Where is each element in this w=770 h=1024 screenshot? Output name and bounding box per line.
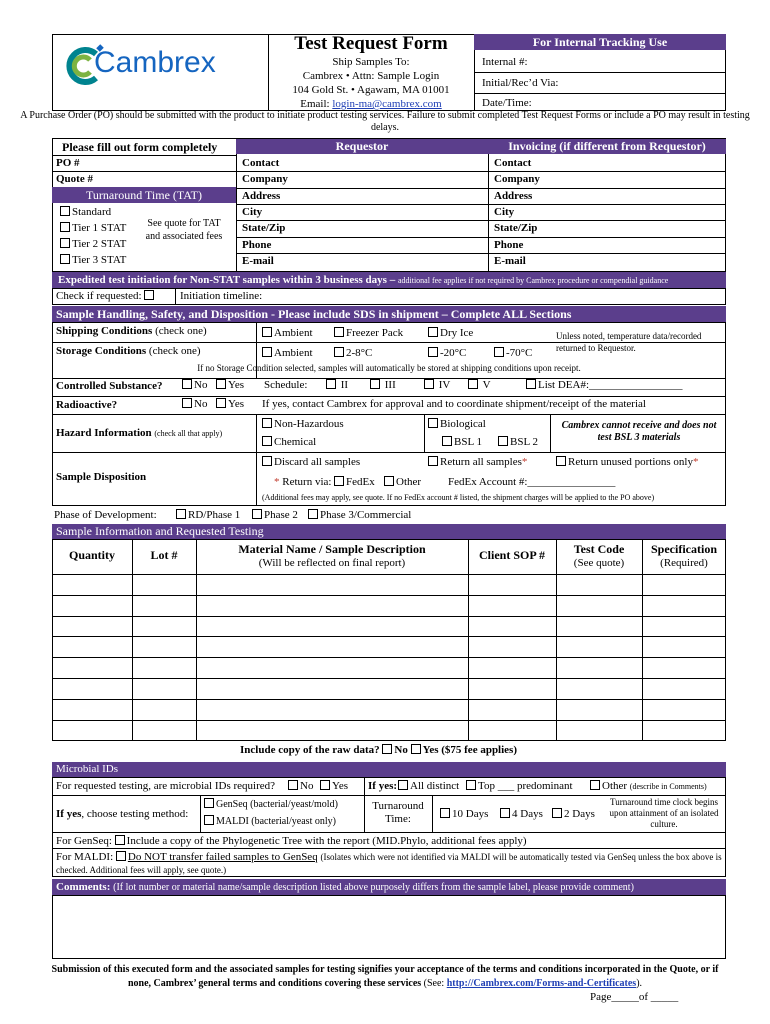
terms-link[interactable]: http://Cambrex.com/Forms-and-Certificates	[446, 978, 637, 989]
divider	[52, 848, 726, 849]
invoicing-contact-field[interactable]: Contact	[494, 157, 532, 169]
tat-tier-1[interactable]	[60, 222, 126, 234]
requestor-e-mail-field[interactable]: E-mail	[242, 254, 274, 267]
checkbox[interactable]	[398, 780, 408, 790]
divider	[432, 795, 433, 832]
hazard-bsl-2[interactable]	[498, 436, 538, 448]
tat-4-days[interactable]	[500, 808, 543, 820]
handling-hazard-label: Hazard Information	[56, 427, 152, 439]
checkbox[interactable]	[326, 379, 336, 389]
microbial-maldi-note: (Isolates which were not identified via MALDI will be automatically tested via GenSeq unless the box above is checked. Additional fees will apply, see quote.)	[56, 852, 722, 875]
microbial-options-0: All distinct	[410, 780, 460, 792]
handling-hazard-options-2: Biological	[440, 418, 486, 430]
handling-asterisk: *	[521, 456, 528, 468]
handling-shipping-options-1: Freezer Pack	[346, 327, 404, 339]
requestor-phone-field[interactable]: Phone	[242, 238, 272, 251]
phase-rd-1[interactable]	[176, 509, 240, 521]
checkbox[interactable]	[382, 744, 392, 754]
if-yes-label: If yes:	[368, 780, 398, 792]
disposition-return-all[interactable]	[428, 456, 527, 468]
internal-number-field[interactable]: Internal #:	[482, 56, 528, 68]
return-other[interactable]	[384, 476, 421, 488]
expedited-band	[52, 272, 726, 288]
list-dea-field[interactable]	[526, 379, 683, 391]
microbial-yes[interactable]	[320, 780, 348, 792]
microbial-days-2: 2 Days	[564, 808, 595, 820]
radioactive-label: Radioactive?	[56, 399, 118, 411]
checkbox[interactable]	[182, 398, 192, 408]
maldi-option[interactable]	[56, 851, 722, 877]
checkbox[interactable]	[442, 436, 452, 446]
expedited-note: additional fee applies if not required by Cambrex procedure or compendial guidance	[397, 276, 669, 285]
microbial-top-predominant[interactable]	[466, 780, 573, 792]
checkbox[interactable]	[60, 206, 70, 216]
radioactive-yes[interactable]	[216, 398, 244, 410]
checkbox[interactable]	[384, 476, 394, 486]
checkbox[interactable]	[216, 379, 226, 389]
tat-options-0: Standard	[72, 206, 112, 218]
checkbox[interactable]	[204, 798, 214, 808]
handling-hazard-options-3: BSL 1	[454, 436, 483, 448]
microbial-options-2: Other	[602, 780, 628, 792]
quote-number-field[interactable]: Quote #	[56, 173, 93, 185]
handling-disposition-options-2: Return unused portions only	[568, 456, 693, 468]
checkbox[interactable]	[526, 379, 536, 389]
handling-shipping-options-2: Dry Ice	[440, 327, 474, 339]
tracking-title: For Internal Tracking Use	[474, 34, 726, 50]
controlled-substance-label: Controlled Substance?	[56, 380, 163, 392]
requestor-address-field[interactable]: Address	[242, 189, 281, 202]
handling-shipping-label: Shipping Conditions	[56, 325, 153, 337]
comments-note: (If lot number or material name/sample description listed above purposely differs from the sample label, please provide comment)	[113, 882, 634, 893]
phase-options-2: Phase 3/Commercial	[320, 509, 412, 521]
checkbox[interactable]	[334, 327, 344, 337]
handling-hazard-sub: (check all that apply)	[154, 429, 223, 438]
invoicing-city-field[interactable]: City	[494, 205, 515, 218]
handling-title: Sample Handling, Safety, and Disposition - Please include SDS in shipment – Complete ALL Sections	[52, 306, 726, 322]
column-subheader: (Will be reflected on final report)	[258, 557, 406, 569]
po-number-field[interactable]: PO #	[56, 157, 80, 169]
expedited-check[interactable]	[56, 290, 156, 302]
microbial-no: No	[300, 780, 314, 792]
checkbox[interactable]	[262, 456, 272, 466]
handling-hazard-options-1: Chemical	[274, 436, 317, 448]
handling-storage-options-3: -70°C	[506, 347, 533, 359]
checkbox[interactable]	[308, 509, 318, 519]
invoicing-e-mail-field[interactable]: E-mail	[494, 254, 526, 267]
disposition-discard[interactable]	[262, 456, 360, 468]
checkbox[interactable]	[144, 290, 154, 300]
checkbox[interactable]	[216, 398, 226, 408]
schedule-v[interactable]	[468, 379, 491, 391]
email-line	[268, 98, 474, 110]
checkbox[interactable]	[60, 222, 70, 232]
checkbox[interactable]	[60, 238, 70, 248]
ship-ambient[interactable]	[262, 327, 313, 339]
checkbox[interactable]	[334, 476, 344, 486]
hazard-chemical[interactable]	[262, 436, 316, 448]
invoicing-phone-field[interactable]: Phone	[494, 238, 524, 251]
checkbox[interactable]	[370, 379, 380, 389]
checkbox[interactable]	[556, 456, 566, 466]
microbial-yes: Yes	[332, 780, 349, 792]
shipping-note: Unless noted, temperature data/recorded returned to Requestor.	[556, 331, 702, 353]
email-label: Email:	[300, 98, 330, 110]
checkbox[interactable]	[424, 379, 434, 389]
invoicing-address-field[interactable]: Address	[494, 189, 533, 202]
terms-statement	[40, 963, 730, 991]
table-row[interactable]	[52, 616, 726, 637]
microbial-title: Microbial IDs	[52, 762, 726, 777]
invoicing-title: Invoicing (if different from Requestor)	[488, 139, 726, 154]
microbial-maldi-text: Do NOT transfer failed samples to GenSeq	[127, 851, 318, 863]
tat-title: Turnaround Time (TAT)	[52, 187, 236, 203]
divider	[52, 795, 726, 796]
checkbox[interactable]	[60, 254, 70, 264]
address-line-2: 104 Gold St. • Agawam, MA 01001	[292, 84, 450, 96]
footer-text: Submission of this executed form and the associated samples for testing signifies your acceptance of the terms and conditions incorporated in the Quote, or if none, Cambrex’ general terms and conditions covering these services	[51, 964, 719, 989]
phase-options-1: Phase 2	[264, 509, 298, 521]
microbial-other-note: (describe in Comments)	[629, 782, 707, 791]
tracking-divider	[474, 93, 726, 94]
handling-yes: Yes	[228, 379, 245, 391]
divider	[424, 414, 425, 452]
checkbox[interactable]	[262, 436, 272, 446]
checkbox[interactable]	[428, 456, 438, 466]
address-line-1: Cambrex • Attn: Sample Login	[302, 70, 440, 82]
divider	[256, 414, 257, 506]
po-notice: A Purchase Order (PO) should be submitted with the product to initiate product testing services. Failure to submit completed Test Request Forms or include a PO may result in testing delays.	[20, 110, 750, 133]
storage-conditions-label	[56, 345, 201, 357]
footer-see: (See:	[423, 978, 445, 989]
table-row[interactable]	[52, 699, 726, 720]
divider	[364, 777, 365, 832]
tat-tier-3[interactable]	[60, 254, 126, 266]
requestor-contact-field[interactable]: Contact	[242, 157, 280, 169]
checkbox[interactable]	[428, 418, 438, 428]
disposition-return-unused[interactable]	[556, 456, 698, 468]
samples-raw-no: No	[394, 744, 408, 756]
handling-return-options-0: FedEx	[346, 476, 375, 488]
column-header: Lot #	[150, 548, 178, 562]
handling-disposition-options-1: Return all samples	[440, 456, 522, 468]
store-2-8c[interactable]	[334, 347, 372, 359]
handling-disposition-options-0: Discard all samples	[274, 456, 361, 468]
hazard-non-hazardous[interactable]	[262, 418, 344, 430]
checkbox[interactable]	[288, 780, 298, 790]
comments-title: Comments:	[56, 881, 111, 893]
schedule-label: Schedule:	[264, 379, 308, 391]
checkbox[interactable]	[428, 347, 438, 357]
table-row[interactable]	[52, 720, 726, 741]
microbial-genseq-label: For GenSeq:	[56, 835, 112, 847]
microbial-methods-1: MALDI (bacterial/yeast only)	[216, 816, 336, 827]
ship-to: Ship Samples To:	[332, 56, 410, 68]
checkbox[interactable]	[204, 815, 214, 825]
date-time-field[interactable]: Date/Time:	[482, 97, 532, 109]
handling-hazard-options-4: BSL 2	[510, 436, 539, 448]
bsl3-note: Cambrex cannot receive and does not test BSL 3 materials	[561, 420, 717, 443]
column-header: Material Name / Sample Description	[238, 542, 426, 556]
storage-note: If no Storage Condition selected, samples will automatically be stored at shipping conditions upon receipt.	[197, 363, 581, 373]
microbial-question: For requested testing, are microbial IDs required?	[56, 780, 276, 792]
divider	[175, 288, 176, 305]
handling-return-options-1: Other	[396, 476, 422, 488]
initiation-timeline-field[interactable]: Initiation timeline:	[180, 290, 263, 302]
ship-dry-ice[interactable]	[428, 327, 473, 339]
divider	[550, 414, 551, 452]
requestor-company-field[interactable]: Company	[242, 173, 288, 186]
handling-storage-options-2: -20°C	[440, 347, 467, 359]
checkbox[interactable]	[466, 780, 476, 790]
ship-freezer-pack[interactable]	[334, 327, 403, 339]
tat-options-3: Tier 3 STAT	[72, 254, 127, 266]
store-minus-20c[interactable]	[428, 347, 466, 359]
handling-asterisk: *	[274, 476, 280, 488]
divider	[52, 414, 726, 415]
store-ambient[interactable]	[262, 347, 313, 359]
table-row[interactable]	[52, 595, 726, 616]
return-fedex[interactable]	[334, 476, 375, 488]
microbial-options-1: Top ___ predominant	[478, 780, 573, 792]
microbial-all-distinct[interactable]	[398, 780, 459, 792]
checkbox[interactable]	[262, 327, 272, 337]
radioactive-no[interactable]	[182, 398, 207, 410]
checkbox[interactable]	[262, 347, 272, 357]
hazard-biological[interactable]	[428, 418, 486, 430]
column-header: Test Code	[573, 542, 625, 556]
method-genseq[interactable]	[204, 798, 338, 810]
divider	[52, 452, 726, 453]
divider	[200, 795, 201, 832]
microbial-other[interactable]	[590, 780, 707, 792]
table-row[interactable]	[52, 574, 726, 595]
checkbox[interactable]	[182, 379, 192, 389]
tat-10-days[interactable]	[440, 808, 488, 820]
table-row[interactable]	[52, 657, 726, 678]
brand-name: Cambrex	[94, 46, 216, 79]
return-via	[274, 476, 331, 488]
shipping-conditions-label	[56, 325, 207, 337]
genseq-option[interactable]	[56, 835, 527, 847]
page-number: Page_____of _____	[590, 991, 679, 1003]
handling-storage-options-1: 2-8°C	[346, 347, 373, 359]
checkbox[interactable]	[440, 808, 450, 818]
handling-schedules-2: IV	[438, 379, 451, 391]
checkbox[interactable]	[552, 808, 562, 818]
fedex-account-field[interactable]: FedEx Account #:________________	[448, 476, 616, 488]
testing-method-label	[56, 808, 188, 820]
schedule-iv[interactable]	[424, 379, 450, 391]
tracking-divider	[474, 72, 726, 73]
microbial-tat-note: Turnaround time clock begins upon attainment of an isolated culture.	[609, 797, 719, 829]
column-header: Specification	[651, 542, 717, 556]
samples-title: Sample Information and Requested Testing	[52, 524, 726, 539]
column-header: Client SOP #	[478, 548, 545, 562]
handling-check-one: (check one)	[155, 325, 207, 337]
checkbox[interactable]	[498, 436, 508, 446]
handling-shipping-options-0: Ambient	[274, 327, 313, 339]
samples-raw-data: Include copy of the raw data?	[240, 744, 380, 756]
checkbox[interactable]	[590, 780, 600, 790]
tat-2-days[interactable]	[552, 808, 595, 820]
turnaround-label: Turnaround Time:	[372, 800, 424, 825]
handling-schedules-0: II	[340, 379, 349, 391]
checkbox[interactable]	[115, 835, 125, 845]
tat-options-2: Tier 2 STAT	[72, 238, 127, 250]
expedited-check-label: Check if requested:	[56, 290, 142, 302]
radioactive-note: If yes, contact Cambrex for approval and to coordinate shipment/receipt of the material	[262, 398, 646, 410]
phase-options-0: RD/Phase 1	[188, 509, 241, 521]
microbial-methods-0: GenSeq (bacterial/yeast/mold)	[216, 799, 338, 810]
handling-hazard-options-0: Non-Hazardous	[274, 418, 344, 430]
tat-options-1: Tier 1 STAT	[72, 222, 127, 234]
column-subheader: (See quote)	[573, 557, 625, 569]
method-maldi[interactable]	[204, 815, 336, 827]
checkbox[interactable]	[494, 347, 504, 357]
handling-storage-options-0: Ambient	[274, 347, 313, 359]
email-link[interactable]: login-ma@cambrex.com	[332, 98, 442, 110]
microbial-maldi-label: For MALDI:	[56, 851, 114, 863]
tat-tier-2[interactable]	[60, 238, 126, 250]
checkbox[interactable]	[334, 347, 344, 357]
handling-list-dea: List DEA#:_________________	[538, 379, 683, 391]
checkbox[interactable]	[176, 509, 186, 519]
tat-standard[interactable]	[60, 206, 111, 218]
checkbox[interactable]	[500, 808, 510, 818]
table-row[interactable]	[52, 636, 726, 657]
microbial-genseq-text: Include a copy of the Phylogenetic Tree with the report (MID.Phylo, additional fees apply)	[126, 835, 527, 847]
raw-data-question	[240, 744, 517, 756]
schedule-iii[interactable]	[370, 379, 396, 391]
microbial-days-1: 4 Days	[512, 808, 543, 820]
handling-check-one: (check one)	[148, 345, 201, 357]
microbial-method-label: , choose testing method:	[81, 808, 189, 820]
footer-close: ).	[636, 978, 643, 989]
microbial-no[interactable]	[288, 780, 313, 792]
checkbox[interactable]	[428, 327, 438, 337]
divider	[52, 832, 726, 833]
microbial-method-label-b: If yes	[56, 808, 82, 820]
column-header: Quantity	[68, 548, 115, 562]
divider	[52, 396, 726, 397]
table-row[interactable]	[52, 678, 726, 699]
controlled-yes[interactable]	[216, 379, 244, 391]
handling-schedules-1: III	[384, 379, 396, 391]
phase-2[interactable]	[252, 509, 298, 521]
divider	[52, 155, 236, 156]
requestor-city-field[interactable]: City	[242, 205, 263, 218]
schedule-ii[interactable]	[326, 379, 348, 391]
store-minus-70c[interactable]	[494, 347, 532, 359]
handling-asterisk: *	[692, 456, 699, 468]
checkbox[interactable]	[262, 418, 272, 428]
handling-schedules-3: V	[482, 379, 491, 391]
comments-band	[52, 879, 726, 895]
cambrex-logo	[62, 44, 262, 94]
phase-3[interactable]	[308, 509, 411, 521]
fill-out-instruction: Please fill out form completely	[62, 140, 218, 154]
hazard-label	[56, 427, 222, 439]
fees-note: (Additional fees may apply, see quote. If no FedEx account # listed, the shipment charges will be applied to the PO above)	[262, 493, 655, 502]
checkbox[interactable]	[252, 509, 262, 519]
samples-raw-yes: Yes ($75 fee applies)	[422, 744, 517, 756]
checkbox[interactable]	[468, 379, 478, 389]
microbial-days-0: 10 Days	[452, 808, 489, 820]
checkbox[interactable]	[411, 744, 421, 754]
handling-yes: Yes	[228, 398, 245, 410]
handling-no: No	[194, 379, 208, 391]
comments-textarea[interactable]	[52, 895, 726, 959]
disposition-label: Sample Disposition	[56, 471, 147, 483]
handling-return-via: Return via:	[282, 476, 332, 488]
requestor-title: Requestor	[236, 139, 488, 154]
tat-note: See quote for TAT and associated fees	[145, 218, 223, 242]
invoicing-state-zip-field[interactable]: State/Zip	[494, 222, 538, 235]
phase-label: Phase of Development:	[54, 509, 157, 521]
invoicing-company-field[interactable]: Company	[494, 173, 540, 186]
expedited-title: Expedited test initiation for Non-STAT samples within 3 business days –	[58, 274, 396, 286]
divider	[52, 171, 236, 172]
form-title: Test Request Form	[294, 33, 448, 54]
controlled-no[interactable]	[182, 379, 207, 391]
handling-storage-label: Storage Conditions	[56, 345, 147, 357]
initial-received-field[interactable]: Initial/Rec’d Via:	[482, 77, 559, 89]
checkbox[interactable]	[116, 851, 126, 861]
requestor-state-zip-field[interactable]: State/Zip	[242, 222, 286, 235]
column-subheader: (Required)	[660, 557, 708, 569]
checkbox[interactable]	[320, 780, 330, 790]
handling-no: No	[194, 398, 208, 410]
hazard-bsl-1[interactable]	[442, 436, 482, 448]
